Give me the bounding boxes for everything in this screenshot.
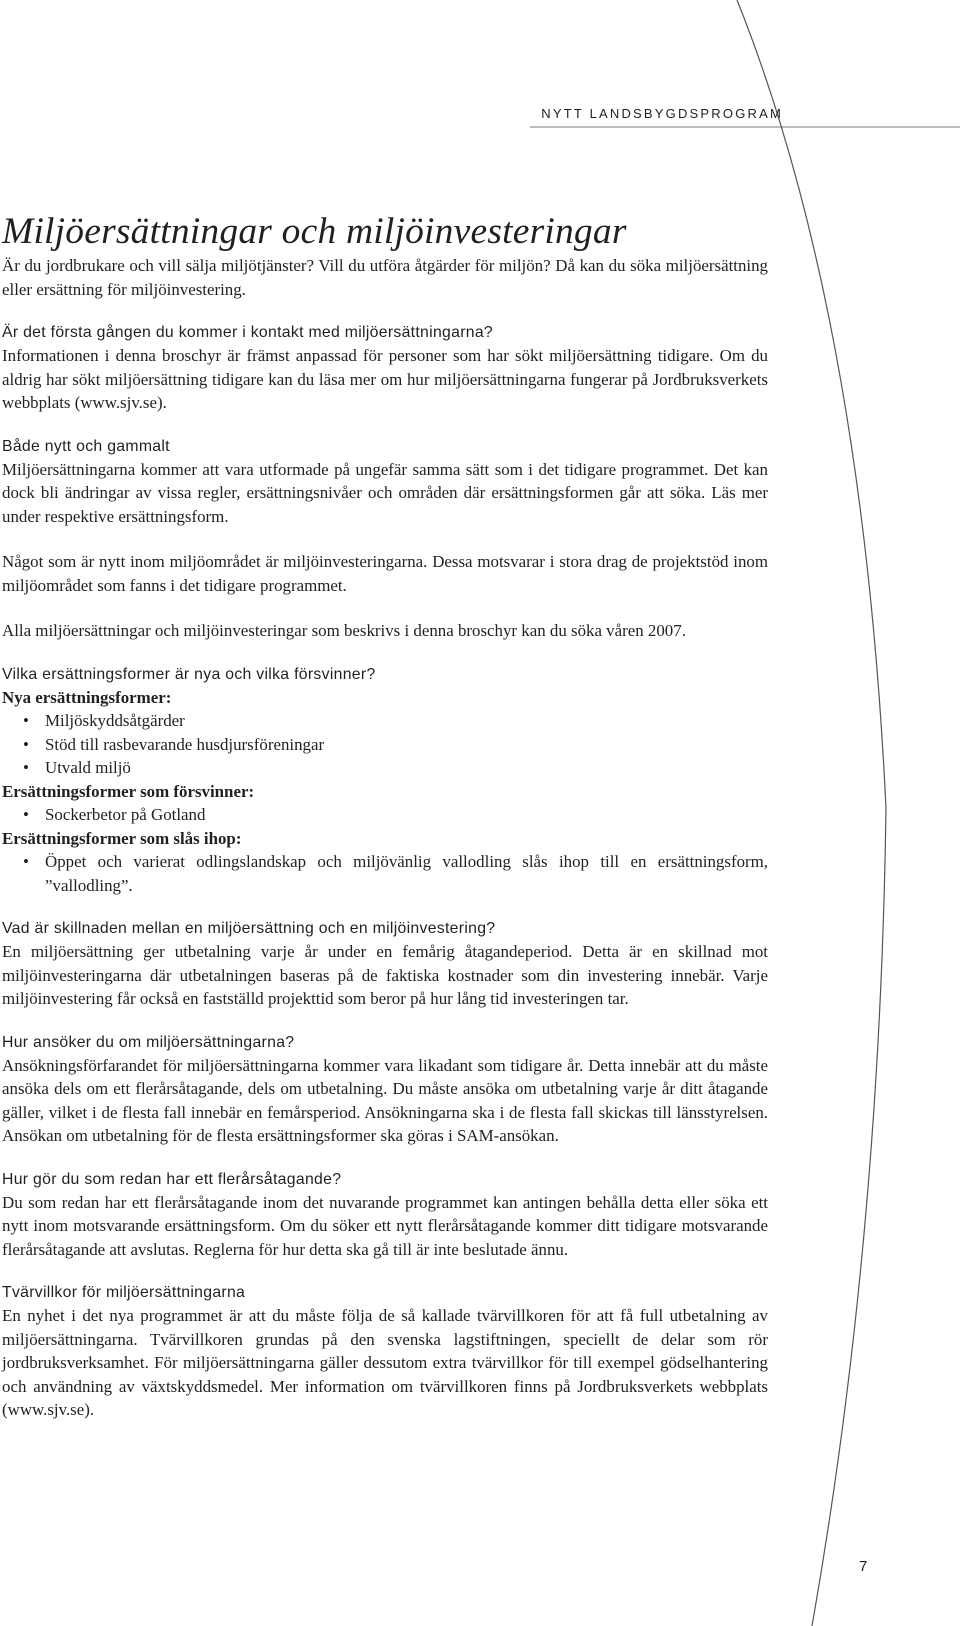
removed-forms-label: Ersättningsformer som försvinner: [2, 781, 255, 801]
section-heading: Vilka ersättningsformer är nya och vilka försvinner? [2, 665, 376, 683]
section-forms [2, 663, 768, 898]
section-first-time [2, 321, 768, 415]
section-heading: Hur gör du som redan har ett flerårsåtagande? [2, 1170, 342, 1188]
section-heading: Vad är skillnaden mellan en miljöersättning och en miljöinvestering? [2, 920, 496, 937]
section-paragraph: Du som redan har ett flerårsåtagande inom det nuvarande programmet kan antingen behålla detta eller söka ett nytt inom motsvarande ersättningsform. Om du söker ett nytt flerårsåtagande kommer ditt tidigare motsvarande flerårsåtagande att avslutas. Reglerna för hur detta ska gå till är inte beslutade ännu. [2, 1192, 768, 1259]
removed-forms-list [2, 803, 768, 827]
list-item: • Utvald miljö [2, 756, 768, 780]
section-paragraph: Informationen i denna broschyr är främst anpassad för personer som har sökt miljöersättning tidigare. Om du aldrig har sökt miljöersättning tidigare kan du läsa mer om hur miljöersättningarna fungerar på Jordbruksverkets webbplats (www.sjv.se). [2, 346, 768, 412]
bullet-icon: • [23, 852, 29, 871]
section-cross-compliance [2, 1281, 768, 1422]
page-title: Miljöersättningar och miljöinvesteringar [2, 211, 627, 252]
section-heading: Är det första gången du kommer i kontakt med miljöersättningarna? [2, 324, 494, 341]
section-old-new [2, 435, 768, 643]
section-paragraph: En nyhet i det nya programmet är att du måste följa de så kallade tvärvillkoren för att få full utbetalning av miljöersättningarna. Tvärvillkoren grundas på den svenska lagstiftningen, speciellt de delar som rör jordbruksverksamhet. För miljöersättningarna gäller dessutom extra tvärvillkor för till exempel gödselhantering och användning av växtskyddsmedel. Mer information om tvärvillkoren finns på Jordbruksverkets webbplats (www.sjv.se). [2, 1306, 768, 1419]
section-apply [2, 1031, 768, 1148]
section-paragraph: Något som är nytt inom miljöområdet är miljöinvesteringarna. Dessa motsvarar i stora drag de projektstöd inom miljöområdet som fanns i det tidigare programmet. [2, 552, 768, 595]
section-paragraph: Miljöersättningarna kommer att vara utformade på ungefär samma sätt som i det tidigare programmet. Det kan dock bli ändringar av vissa regler, ersättningsnivåer och områden där ersättningsformen går att söka. Läs mer under respektive ersättningsform. [2, 459, 768, 526]
section-difference [2, 917, 768, 1011]
new-forms-list [2, 709, 768, 780]
merged-forms-list [2, 850, 768, 897]
section-paragraph: En miljöersättning ger utbetalning varje år under en femårig åtagandeperiod. Detta är en skillnad mot miljöinvesteringarna där utbetalningen baseras på de faktiska kostnader som din investering innebär. Varje miljöinvestering får också en fastställd projekttid som beror på hur lång tid investeringen tar. [2, 942, 768, 1008]
bullet-icon: • [23, 805, 29, 824]
list-item: • Öppet och varierat odlingslandskap och miljövänlig vallodling slås ihop till en ersättningsform, ”vallodling”. [23, 852, 768, 895]
list-item: • Miljöskyddsåtgärder [2, 709, 768, 733]
section-heading: Hur ansöker du om miljöersättningarna? [2, 1033, 295, 1051]
bullet-icon: • [23, 711, 29, 730]
list-item: • Stöd till rasbevarande husdjursföreningar [2, 733, 768, 757]
section-paragraph: Ansökningsförfarandet för miljöersättningarna kommer vara likadant som tidigare år. Detta innebär att du måste ansöka dels om ett flerårsåtagande, dels om utbetalning. Du måste ansöka om utbetalning varje år ditt åtagande gäller, vilket i de flesta fall innebär en femårsperiod. Ansökningarna ska i de flesta fall skickas till länsstyrelsen. Ansökan om utbetalning för de flesta ersättningsformer ska göras i SAM-ansökan. [2, 1055, 768, 1145]
list-item: • Sockerbetor på Gotland [2, 803, 768, 827]
new-forms-label: Nya ersättningsformer: [2, 687, 172, 707]
section-existing [2, 1168, 768, 1262]
section-heading: Tvärvillkor för miljöersättningarna [2, 1284, 246, 1301]
bullet-icon: • [23, 758, 29, 777]
section-paragraph: Alla miljöersättningar och miljöinvesteringar som beskrivs i denna broschyr kan du söka våren 2007. [2, 621, 686, 640]
section-heading: Både nytt och gammalt [2, 437, 170, 455]
page-number: 7 [859, 1558, 868, 1575]
page-content [2, 210, 768, 1422]
merged-forms-label: Ersättningsformer som slås ihop: [2, 828, 242, 848]
bullet-icon: • [23, 734, 29, 754]
header-label: NYTT LANDSBYGDSPROGRAM [541, 106, 783, 121]
intro-paragraph: Är du jordbrukare och vill sälja miljötjänster? Vill du utföra åtgärder för miljön? Då kan du söka miljöersättning eller ersättning för miljöinvestering. [2, 256, 768, 299]
